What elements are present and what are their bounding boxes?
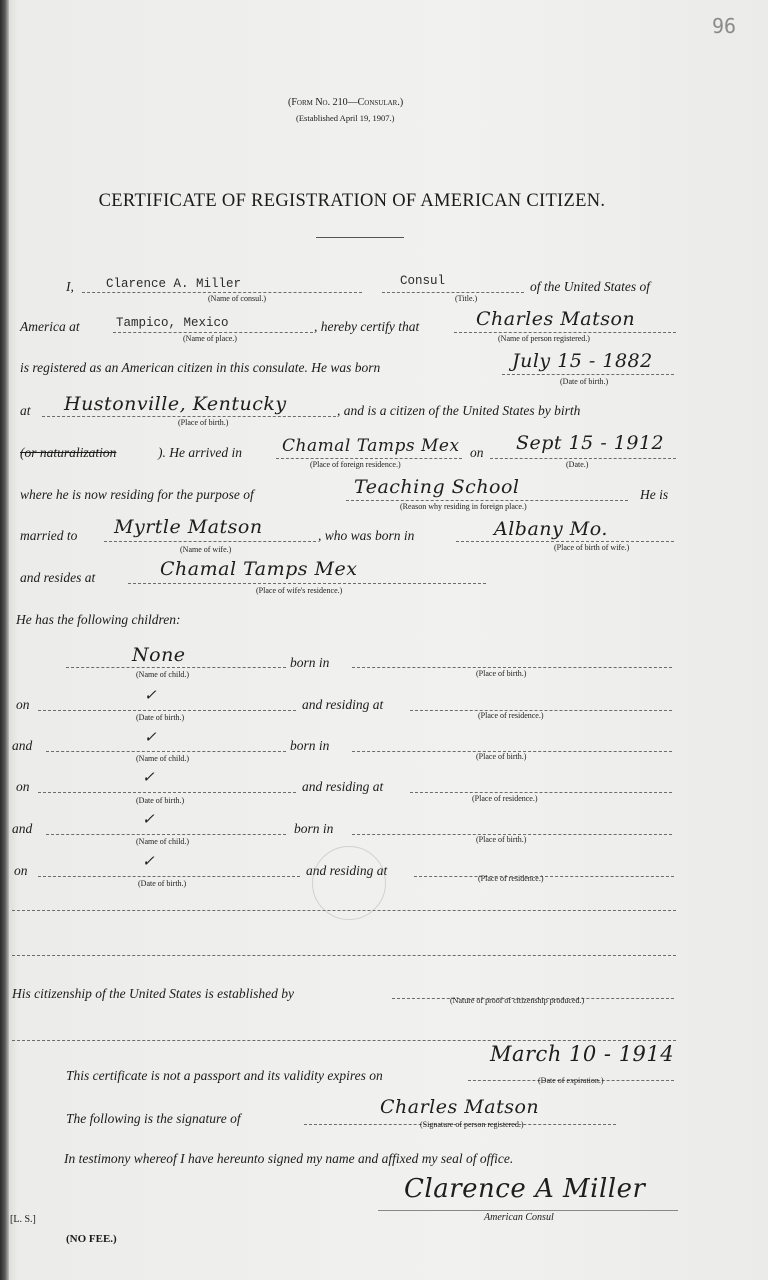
title-divider	[316, 237, 404, 238]
text-and-3: and	[12, 821, 33, 836]
child3-residence-caption: (Place of residence.)	[478, 874, 544, 883]
text-residing-at-3: and residing at	[306, 863, 388, 878]
text-registered: is registered as an American citizen in this consulate. He was born	[20, 360, 381, 375]
place-line	[113, 332, 313, 333]
text-he-is: He is	[640, 487, 669, 502]
blank-line-2	[12, 955, 676, 956]
child2-birthplace-caption: (Place of birth.)	[476, 752, 527, 761]
page-title: CERTIFICATE OF REGISTRATION OF AMERICAN CITIZEN.	[98, 191, 606, 211]
person-caption: (Name of person registered.)	[498, 334, 590, 343]
consul-title-caption: (Title.)	[455, 294, 478, 303]
text-born-in-3: born in	[294, 821, 334, 836]
birth-place-line	[42, 416, 336, 417]
text-signature-of: The following is the signature of	[66, 1111, 241, 1126]
child3-birthplace-caption: (Place of birth.)	[476, 835, 527, 844]
child1-name-field: None	[132, 644, 186, 666]
arrival-date-line	[490, 458, 676, 459]
registrant-signature: Charles Matson	[380, 1096, 540, 1118]
child1-name-line	[66, 667, 286, 668]
text-resides-at: and resides at	[20, 570, 96, 585]
birth-place-caption: (Place of birth.)	[178, 418, 229, 427]
text-residing-at-2: and residing at	[302, 779, 384, 794]
arrival-date-caption: (Date.)	[566, 460, 589, 469]
text-citizen-birth: , and is a citizen of the United States by birth	[337, 403, 581, 418]
text-not-passport: This certificate is not a passport and its validity expires on	[66, 1068, 383, 1083]
text-arrival-on: on	[470, 445, 484, 460]
wife-birthplace-line	[456, 541, 674, 542]
reason-field: Teaching School	[354, 476, 520, 498]
signature-caption: (Signature of person registered.)	[420, 1120, 524, 1129]
form-established: (Established April 19, 1907.)	[296, 113, 395, 123]
person-field: Charles Matson	[476, 308, 636, 330]
child2-residence-line	[410, 792, 672, 793]
page-binding-edge	[0, 0, 9, 1280]
child2-name-tick: ✓	[144, 728, 158, 746]
text-arrived: ). He arrived in	[158, 445, 242, 460]
consul-name-line	[82, 292, 362, 293]
blank-line-3	[12, 1040, 676, 1041]
consul-title-field: Consul	[400, 274, 446, 288]
consul-signature-line	[378, 1210, 678, 1211]
wife-line	[104, 541, 316, 542]
child1-birthplace-caption: (Place of birth.)	[476, 669, 527, 678]
arrival-date-field: Sept 15 - 1912	[516, 432, 665, 454]
proof-caption: (Nature of proof of citizenship produced.)	[450, 996, 585, 1005]
birth-date-field: July 15 - 1882	[512, 350, 653, 372]
wife-birthplace-field: Albany Mo.	[494, 518, 608, 540]
child2-name-line	[46, 751, 286, 752]
wife-field: Myrtle Matson	[114, 516, 263, 538]
blank-line-1	[12, 910, 676, 911]
wife-birthplace-caption: (Place of birth of wife.)	[554, 543, 630, 552]
child2-dob-line	[38, 792, 296, 793]
text-testimony: In testimony whereof I have hereunto signed my name and affixed my seal of office.	[64, 1151, 514, 1166]
text-at: at	[20, 403, 31, 418]
arrival-place-field: Chamal Tamps Mex	[282, 436, 460, 456]
faint-seal-impression	[312, 846, 386, 920]
text-of-us: of the United States of	[530, 279, 650, 294]
reason-line	[346, 500, 628, 501]
child3-dob-caption: (Date of birth.)	[138, 879, 187, 888]
text-born-in-1: born in	[290, 655, 330, 670]
child3-name-tick: ✓	[142, 810, 156, 828]
child3-dob-line	[38, 876, 300, 877]
text-residing-at-1: and residing at	[302, 697, 384, 712]
no-fee-note: (NO FEE.)	[66, 1233, 117, 1245]
place-caption: (Name of place.)	[183, 334, 237, 343]
consul-name-caption: (Name of consul.)	[208, 294, 266, 303]
text-married-to: married to	[20, 528, 78, 543]
text-hereby: , hereby certify that	[314, 319, 420, 334]
consul-name-field: Clarence A. Miller	[106, 277, 242, 291]
text-on-1: on	[16, 697, 30, 712]
child3-name-caption: (Name of child.)	[136, 837, 190, 846]
text-born-in-2: born in	[290, 738, 330, 753]
wife-residence-line	[128, 583, 486, 584]
text-america-at: America at	[20, 319, 80, 334]
birth-place-field: Hustonville, Kentucky	[64, 393, 287, 415]
american-consul-caption: American Consul	[484, 1212, 554, 1223]
child1-dob-caption: (Date of birth.)	[136, 713, 185, 722]
arrival-place-caption: (Place of foreign residence.)	[310, 460, 401, 469]
consul-title-line	[382, 292, 524, 293]
child2-dob-caption: (Date of birth.)	[136, 796, 185, 805]
text-who-born: , who was born in	[318, 528, 415, 543]
child3-name-line	[46, 834, 286, 835]
expiration-field: March 10 - 1914	[490, 1042, 675, 1066]
child2-dob-tick: ✓	[142, 768, 156, 786]
text-or-naturalization: (or naturalization	[20, 445, 117, 460]
form-number: (Form No. 210—Consular.)	[288, 97, 404, 108]
seal-placeholder: [L. S.]	[10, 1214, 36, 1225]
text-on-3: on	[14, 863, 28, 878]
page-number: 96	[712, 14, 737, 38]
child1-name-caption: (Name of child.)	[136, 670, 190, 679]
text-children: He has the following children:	[16, 612, 181, 627]
child3-residence-line	[414, 876, 674, 877]
text-where: where he is now residing for the purpose of	[20, 487, 254, 502]
reason-caption: (Reason why residing in foreign place.)	[400, 502, 527, 511]
wife-residence-caption: (Place of wife's residence.)	[256, 586, 343, 595]
person-line	[454, 332, 676, 333]
text-i: I,	[66, 279, 74, 294]
child1-residence-caption: (Place of residence.)	[478, 711, 544, 720]
consul-signature: Clarence A Miller	[404, 1174, 646, 1204]
wife-residence-field: Chamal Tamps Mex	[160, 558, 358, 580]
child1-dob-tick: ✓	[144, 686, 158, 704]
arrival-place-line	[276, 458, 462, 459]
wife-caption: (Name of wife.)	[180, 545, 232, 554]
child2-residence-caption: (Place of residence.)	[472, 794, 538, 803]
expiration-caption: (Date of expiration.)	[538, 1076, 604, 1085]
text-and-2: and	[12, 738, 33, 753]
text-citizenship: His citizenship of the United States is established by	[12, 986, 294, 1001]
child1-dob-line	[38, 710, 296, 711]
child1-birthplace-line	[352, 667, 672, 668]
place-field: Tampico, Mexico	[116, 316, 229, 330]
child2-name-caption: (Name of child.)	[136, 754, 190, 763]
text-on-2: on	[16, 779, 30, 794]
child3-dob-tick: ✓	[142, 852, 156, 870]
birth-date-line	[502, 374, 674, 375]
birth-date-caption: (Date of birth.)	[560, 377, 609, 386]
